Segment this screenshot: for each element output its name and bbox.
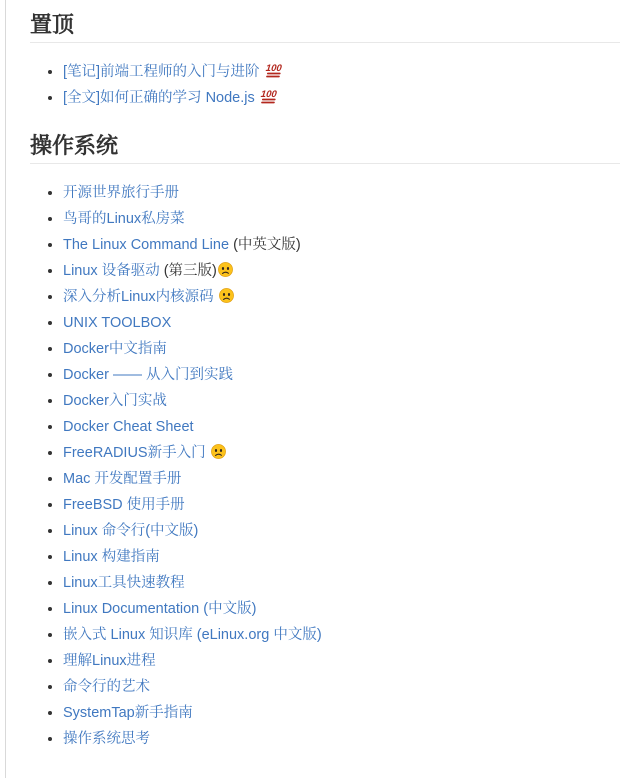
list-item [63, 726, 620, 752]
book-link[interactable]: 嵌入式 Linux 知识库 (eLinux.org 中文版) [63, 627, 322, 643]
book-link[interactable]: 操作系统思考 [63, 731, 150, 747]
list-item [63, 284, 620, 310]
list-item [63, 258, 620, 284]
list-item [63, 180, 620, 206]
list-item [63, 622, 620, 648]
book-link[interactable]: 开源世界旅行手册 [63, 185, 179, 201]
svg-text:100: 100 [264, 63, 282, 74]
list-item [63, 648, 620, 674]
list-item [63, 85, 620, 111]
book-list [30, 180, 620, 752]
book-list [30, 59, 620, 111]
list-item [63, 518, 620, 544]
book-link[interactable]: [笔记]前端工程师的入门与进阶 [63, 64, 260, 80]
list-item [63, 388, 620, 414]
book-link[interactable]: FreeBSD 使用手册 [63, 497, 185, 513]
book-link[interactable]: SystemTap新手指南 [63, 705, 193, 721]
book-link[interactable]: 命令行的艺术 [63, 679, 150, 695]
book-link[interactable]: UNIX TOOLBOX [63, 315, 172, 331]
list-item [63, 310, 620, 336]
list-item [63, 492, 620, 518]
book-link[interactable]: Docker中文指南 [63, 341, 167, 357]
book-link[interactable]: Linux 设备驱动 [63, 263, 160, 279]
readme-container [5, 0, 620, 778]
list-item [63, 544, 620, 570]
list-item [63, 206, 620, 232]
book-link[interactable]: [全文]如何正确的学习 Node.js [63, 90, 255, 106]
section-operating-systems [30, 135, 620, 752]
book-link[interactable]: 理解Linux进程 [63, 653, 156, 669]
list-item [63, 570, 620, 596]
book-link[interactable]: Linux 命令行(中文版) [63, 523, 199, 539]
hundred-points-icon [260, 88, 279, 104]
plain-text-suffix: (中英文版) [229, 237, 301, 253]
list-item [63, 336, 620, 362]
list-item [63, 700, 620, 726]
book-link[interactable]: Docker入门实战 [63, 393, 167, 409]
book-link[interactable]: The Linux Command Line [63, 237, 230, 253]
book-link[interactable]: Linux Documentation (中文版) [63, 601, 257, 617]
list-item [63, 440, 620, 466]
list-item [63, 362, 620, 388]
list-item [63, 414, 620, 440]
svg-text:100: 100 [259, 89, 277, 100]
confused-face-icon [211, 444, 226, 459]
section-pinned [30, 14, 620, 111]
book-link[interactable]: 鸟哥的Linux私房菜 [63, 211, 185, 227]
list-item [63, 674, 620, 700]
list-item [63, 232, 620, 258]
book-link[interactable]: Linux工具快速教程 [63, 575, 185, 591]
confused-face-icon [218, 262, 233, 277]
book-link[interactable]: Linux 构建指南 [63, 549, 160, 565]
section-heading: 操作系统 [30, 135, 620, 164]
hundred-points-icon [265, 62, 284, 78]
confused-face-icon [219, 288, 234, 303]
list-item [63, 466, 620, 492]
plain-text-suffix: (第三版) [159, 263, 217, 279]
section-heading: 置顶 [30, 14, 620, 43]
book-link[interactable]: Docker —— 从入门到实践 [63, 367, 233, 383]
list-item [63, 596, 620, 622]
book-link[interactable]: 深入分析Linux内核源码 [63, 289, 214, 305]
book-link[interactable]: FreeRADIUS新手入门 [63, 445, 206, 461]
list-item [63, 59, 620, 85]
book-link[interactable]: Mac 开发配置手册 [63, 471, 182, 487]
book-link[interactable]: Docker Cheat Sheet [63, 419, 194, 435]
